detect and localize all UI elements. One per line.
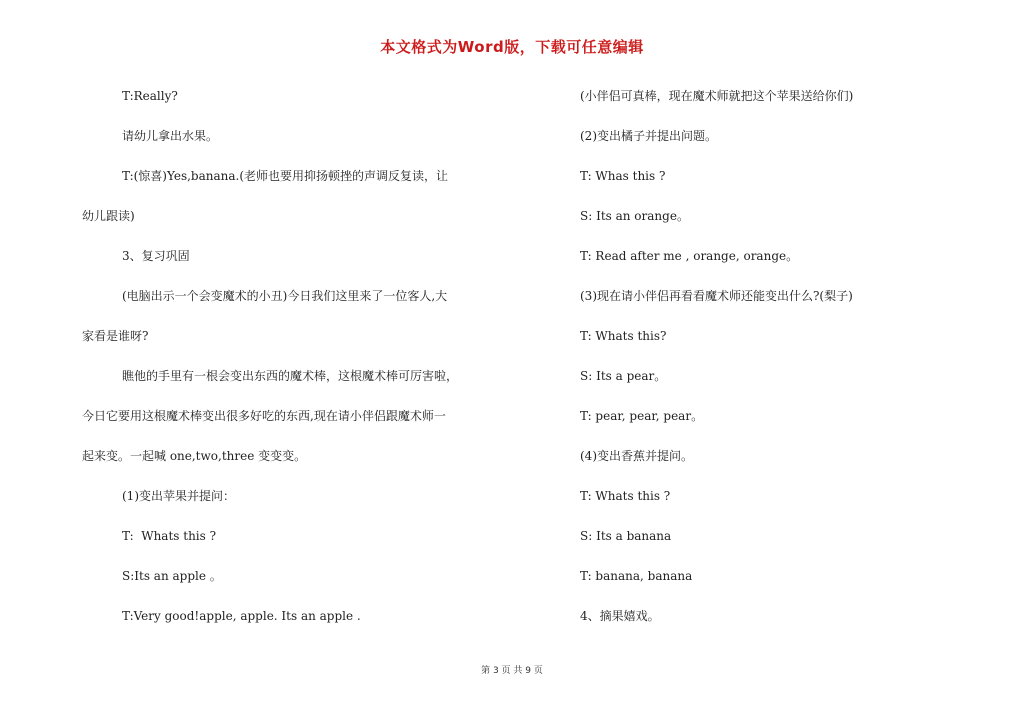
text-line: T: Whats this ? (580, 489, 671, 503)
text-line: T:Really? (122, 89, 178, 103)
text-line: T: banana, banana (580, 569, 693, 583)
text-line: (4)变出香蕉并提问。 (580, 449, 693, 463)
text-line: S:Its an apple 。 (122, 569, 222, 583)
text-line: 4、摘果嬉戏。 (580, 609, 660, 623)
text-line: T: Whas this ? (580, 169, 666, 183)
header-title: 本文格式为Word版，下载可任意编辑 (380, 38, 644, 56)
text-line: S: Its an orange。 (580, 209, 689, 223)
text-line: 3、复习巩固 (122, 249, 190, 263)
text-line: T:(惊喜)Yes,banana.(老师也要用抑扬顿挫的声调反复读，让 (122, 169, 449, 183)
text-line: (小伴侣可真棒，现在魔术师就把这个苹果送给你们) (580, 89, 854, 103)
text-line: T: pear, pear, pear。 (580, 409, 704, 423)
text-line: 起来变。一起喊 one,two,three 变变变。 (82, 449, 307, 463)
text-line: S: Its a pear。 (580, 369, 667, 383)
text-line: 幼儿跟读) (82, 209, 135, 223)
text-line: 瞧他的手里有一根会变出东西的魔术棒，这根魔术棒可厉害啦， (122, 369, 459, 383)
text-line: 家看是谁呀? (82, 329, 149, 343)
text-line: (电脑出示一个会变魔术的小丑)今日我们这里来了一位客人,大 (122, 289, 448, 303)
text-line: (1)变出苹果并提问： (122, 489, 235, 503)
text-line: (2)变出橘子并提出问题。 (580, 129, 717, 143)
text-line: S: Its a banana (580, 529, 672, 543)
text-line: T:Very good!apple, apple. Its an apple . (122, 609, 361, 623)
text-line: T: Whats this? (580, 329, 667, 343)
page-number: 第 3 页 共 9 页 (481, 666, 543, 676)
text-line: 今日它要用这根魔术棒变出很多好吃的东西,现在请小伴侣跟魔术师一 (82, 409, 446, 423)
text-line: T: Whats this ? (122, 529, 217, 543)
text-line: (3)现在请小伴侣再看看魔术师还能变出什么?(梨子) (580, 289, 853, 303)
text-line: T: Read after me , orange, orange。 (580, 249, 799, 263)
text-line: 请幼儿拿出水果。 (122, 129, 219, 143)
